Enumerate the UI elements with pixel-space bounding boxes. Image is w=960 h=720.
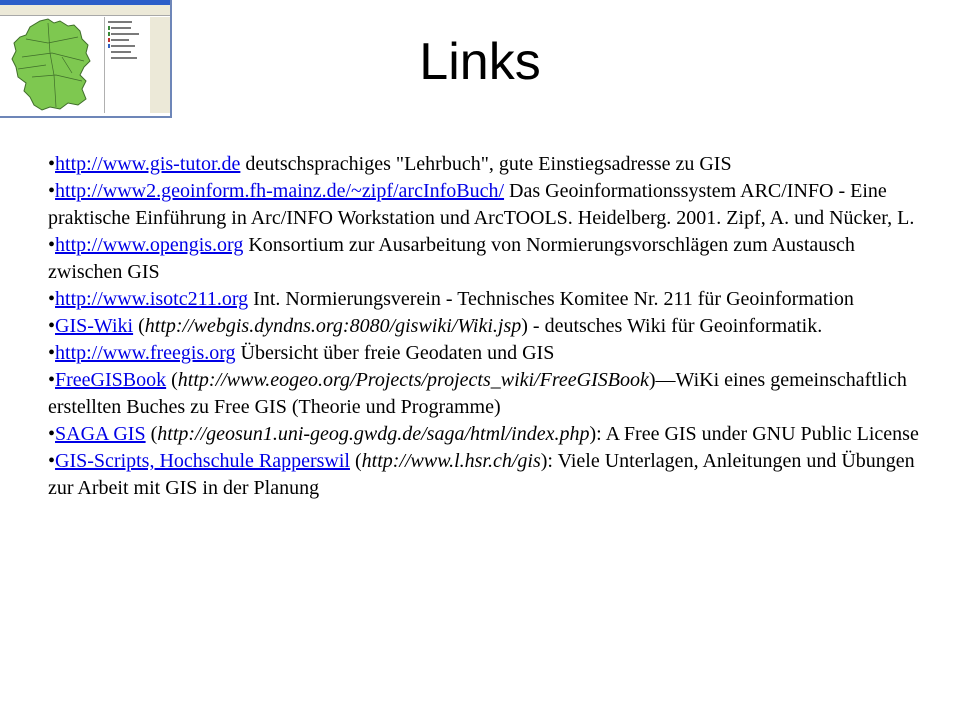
bullet: •: [48, 450, 56, 472]
link-list-item: [48, 178, 928, 232]
link-description: ): Viele Unterlagen, Anleitungen und Übungen zur Arbeit mit GIS in der Planung: [48, 450, 915, 499]
hyperlink[interactable]: GIS-Wiki: [55, 315, 134, 337]
paren-open: (: [133, 315, 145, 337]
hyperlink[interactable]: GIS-Scripts, Hochschule Rapperswil: [55, 450, 350, 472]
hyperlink[interactable]: FreeGISBook: [55, 369, 167, 391]
link-list-item: [48, 232, 928, 286]
bullet: •: [48, 423, 56, 445]
link-description: Übersicht über freie Geodaten und GIS: [235, 342, 555, 364]
thumbnail-menubar: [0, 5, 172, 16]
link-list-item: [48, 421, 928, 448]
hyperlink[interactable]: http://www.freegis.org: [55, 342, 236, 364]
hyperlink[interactable]: http://www.isotc211.org: [55, 288, 249, 310]
link-description: Konsortium zur Ausarbeitung von Normierungsvorschlägen zum Austausch zwischen GIS: [48, 234, 855, 283]
link-list-item: [48, 448, 928, 502]
hyperlink[interactable]: http://www2.geoinform.fh-mainz.de/~zipf/arcInfoBuch/: [55, 180, 505, 202]
bullet: •: [48, 234, 56, 256]
bullet: •: [48, 153, 56, 175]
link-description: )—WiKi eines gemeinschaftlich erstellten Buches zu Free GIS (Theorie und Programme): [48, 369, 907, 418]
paren-open: (: [349, 450, 362, 472]
link-list-item: [48, 313, 928, 340]
bullet: •: [48, 180, 56, 202]
link-description: Int. Normierungsverein - Technisches Komitee Nr. 211 für Geoinformation: [248, 288, 854, 310]
bullet: •: [48, 315, 56, 337]
link-description: ) - deutsches Wiki für Geoinformatik.: [521, 315, 823, 337]
link-description: deutschsprachiges "Lehrbuch", gute Einstiegsadresse zu GIS: [240, 153, 732, 175]
bullet: •: [48, 369, 56, 391]
links-list: [48, 151, 928, 502]
url-text: http://www.eogeo.org/Projects/projects_wiki/FreeGISBook: [177, 369, 649, 391]
url-text: http://webgis.dyndns.org:8080/giswiki/Wiki.jsp: [144, 315, 522, 337]
bullet: •: [48, 288, 56, 310]
hyperlink[interactable]: SAGA GIS: [55, 423, 146, 445]
link-list-item: [48, 286, 928, 313]
url-text: http://www.l.hsr.ch/gis: [361, 450, 541, 472]
hyperlink[interactable]: http://www.gis-tutor.de: [55, 153, 241, 175]
hyperlink[interactable]: http://www.opengis.org: [55, 234, 244, 256]
slide-title: Links: [419, 33, 541, 91]
link-description: Das Geoinformationssystem ARC/INFO - Eine praktische Einführung in Arc/INFO Workstation und ArcTOOLS. Heidelberg. 2001. Zipf, A. und Nücker, L.: [48, 180, 915, 229]
link-list-item: [48, 340, 928, 367]
bullet: •: [48, 342, 56, 364]
link-description: ): A Free GIS under GNU Public License: [589, 423, 919, 445]
paren-open: (: [166, 369, 178, 391]
paren-open: (: [145, 423, 158, 445]
url-text: http://geosun1.uni-geog.gwdg.de/saga/html/index.php: [157, 423, 590, 445]
link-list-item: [48, 367, 928, 421]
link-list-item: [48, 151, 928, 178]
